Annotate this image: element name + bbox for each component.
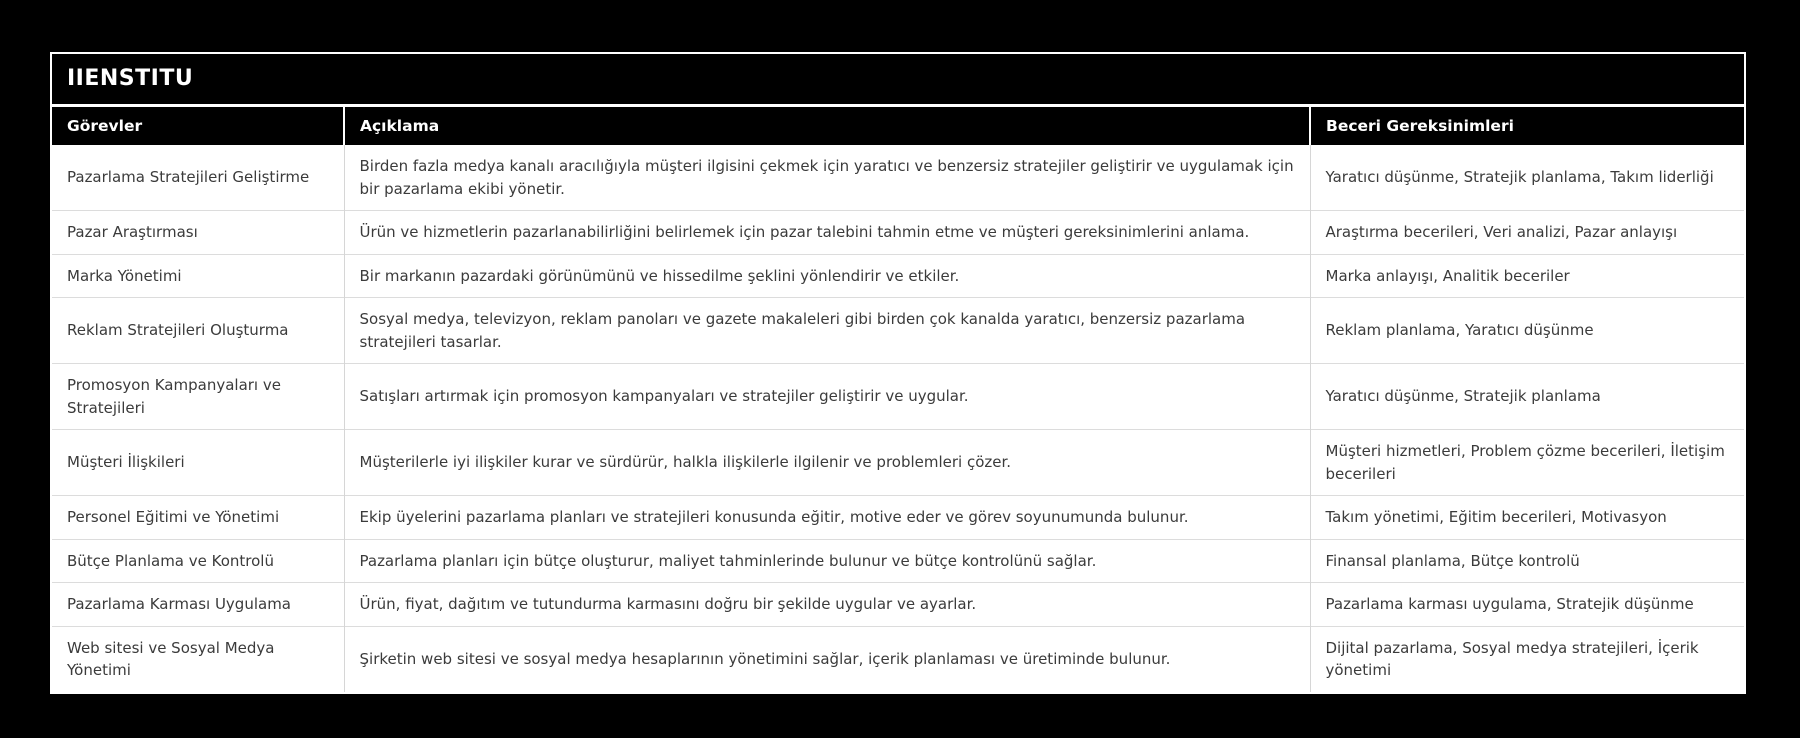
skills-cell: Finansal planlama, Bütçe kontrolü xyxy=(1310,539,1744,583)
table-row xyxy=(52,211,1744,255)
description-cell: Pazarlama planları için bütçe oluşturur, maliyet tahminlerinde bulunur ve bütçe kontrolünü sağlar. xyxy=(344,539,1310,583)
task-cell: Pazarlama Karması Uygulama xyxy=(52,583,344,627)
task-cell: Web sitesi ve Sosyal Medya Yönetimi xyxy=(52,626,344,692)
table-row xyxy=(52,298,1744,364)
header-row xyxy=(52,107,1744,145)
description-cell: Ekip üyelerini pazarlama planları ve stratejileri konusunda eğitir, motive eder ve görev soyunumunda bulunur. xyxy=(344,496,1310,540)
table-row xyxy=(52,496,1744,540)
task-cell: Reklam Stratejileri Oluşturma xyxy=(52,298,344,364)
table-row xyxy=(52,364,1744,430)
description-cell: Birden fazla medya kanalı aracılığıyla müşteri ilgisini çekmek için yaratıcı ve benzersiz stratejiler geliştirir ve uygulamak için bir pazarlama ekibi yönetir. xyxy=(344,145,1310,211)
table-row xyxy=(52,145,1744,211)
task-cell: Marka Yönetimi xyxy=(52,254,344,298)
description-cell: Müşterilerle iyi ilişkiler kurar ve sürdürür, halkla ilişkilerle ilgilenir ve problemleri çözer. xyxy=(344,430,1310,496)
column-header-description: Açıklama xyxy=(344,107,1310,145)
table-row xyxy=(52,626,1744,692)
task-cell: Personel Eğitimi ve Yönetimi xyxy=(52,496,344,540)
skills-cell: Reklam planlama, Yaratıcı düşünme xyxy=(1310,298,1744,364)
table-row xyxy=(52,583,1744,627)
skills-cell: Yaratıcı düşünme, Stratejik planlama, Takım liderliği xyxy=(1310,145,1744,211)
column-header-skills: Beceri Gereksinimleri xyxy=(1310,107,1744,145)
skills-cell: Takım yönetimi, Eğitim becerileri, Motivasyon xyxy=(1310,496,1744,540)
table-header xyxy=(52,107,1744,145)
description-cell: Şirketin web sitesi ve sosyal medya hesaplarının yönetimini sağlar, içerik planlaması ve üretiminde bulunur. xyxy=(344,626,1310,692)
task-cell: Pazarlama Stratejileri Geliştirme xyxy=(52,145,344,211)
description-cell: Sosyal medya, televizyon, reklam panoları ve gazete makaleleri gibi birden çok kanalda yaratıcı, benzersiz pazarlama stratejileri tasarlar. xyxy=(344,298,1310,364)
skills-cell: Müşteri hizmetleri, Problem çözme becerileri, İletişim becerileri xyxy=(1310,430,1744,496)
description-cell: Ürün, fiyat, dağıtım ve tutundurma karmasını doğru bir şekilde uygular ve ayarlar. xyxy=(344,583,1310,627)
table-row xyxy=(52,430,1744,496)
skills-cell: Marka anlayışı, Analitik beceriler xyxy=(1310,254,1744,298)
skills-cell: Dijital pazarlama, Sosyal medya stratejileri, İçerik yönetimi xyxy=(1310,626,1744,692)
content-panel xyxy=(50,52,1746,694)
skills-cell: Araştırma becerileri, Veri analizi, Pazar anlayışı xyxy=(1310,211,1744,255)
task-cell: Promosyon Kampanyaları ve Stratejileri xyxy=(52,364,344,430)
tasks-table xyxy=(52,107,1744,692)
page-title: IIENSTITU xyxy=(52,54,1744,107)
task-cell: Pazar Araştırması xyxy=(52,211,344,255)
skills-cell: Yaratıcı düşünme, Stratejik planlama xyxy=(1310,364,1744,430)
skills-cell: Pazarlama karması uygulama, Stratejik düşünme xyxy=(1310,583,1744,627)
table-row xyxy=(52,254,1744,298)
description-cell: Ürün ve hizmetlerin pazarlanabilirliğini belirlemek için pazar talebini tahmin etme ve müşteri gereksinimlerini anlama. xyxy=(344,211,1310,255)
description-cell: Satışları artırmak için promosyon kampanyaları ve stratejiler geliştirir ve uygular. xyxy=(344,364,1310,430)
task-cell: Müşteri İlişkileri xyxy=(52,430,344,496)
column-header-tasks: Görevler xyxy=(52,107,344,145)
description-cell: Bir markanın pazardaki görünümünü ve hissedilme şeklini yönlendirir ve etkiler. xyxy=(344,254,1310,298)
table-body xyxy=(52,145,1744,692)
table-row xyxy=(52,539,1744,583)
task-cell: Bütçe Planlama ve Kontrolü xyxy=(52,539,344,583)
